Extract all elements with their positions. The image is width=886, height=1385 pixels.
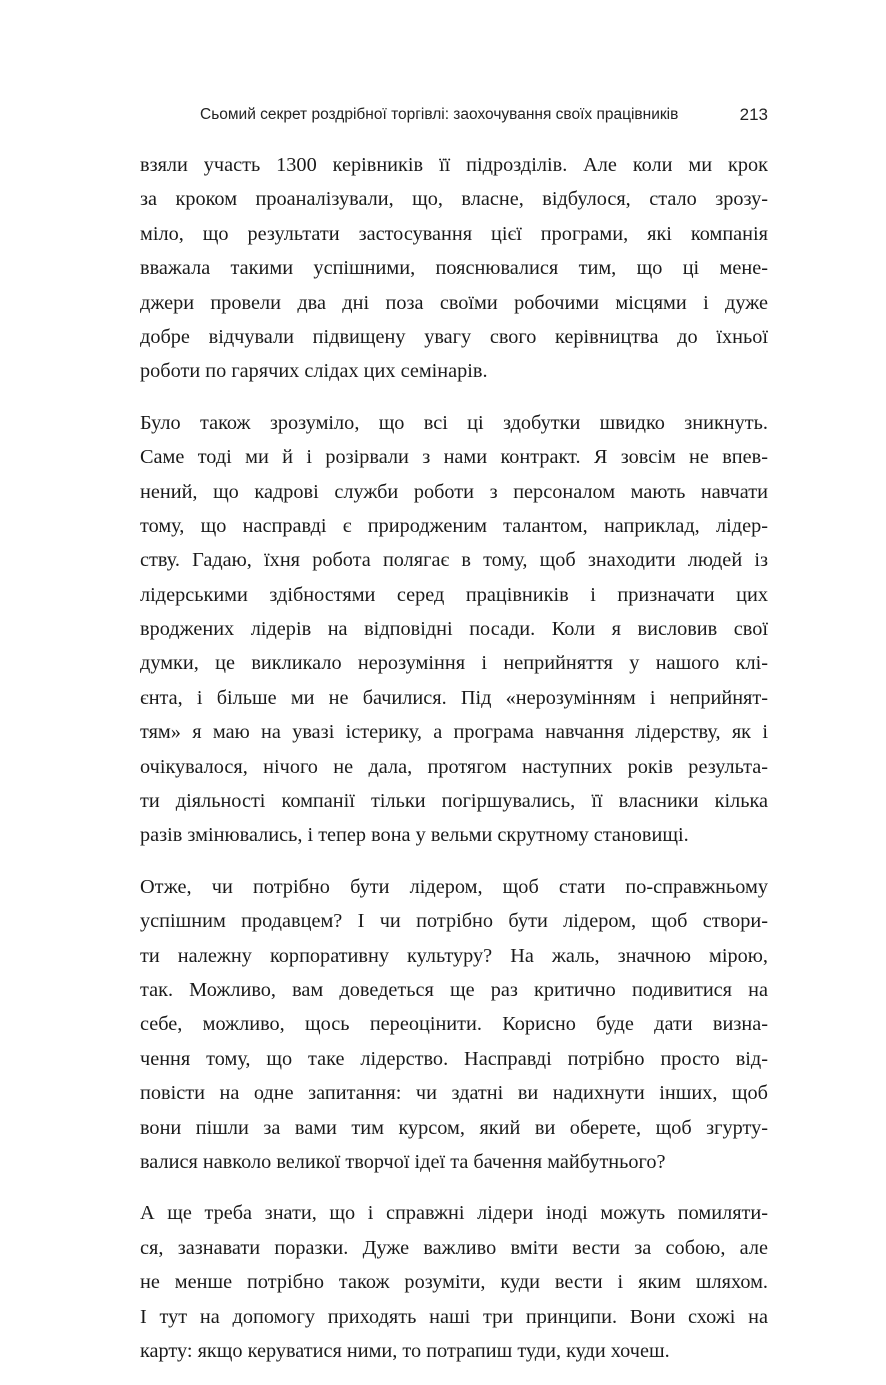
text-line: себе, можливо, щось переоцінити. Корисно буде дати визна- (140, 1013, 768, 1036)
text-line: успішним продавцем? І чи потрібно бути лідером, щоб створи- (140, 910, 768, 933)
text-line: валися навколо великої творчої ідеї та бачення майбутнього? (140, 1150, 666, 1173)
text-line: роботи по гарячих слідах цих семінарів. (140, 360, 488, 383)
text-line: взяли участь 1300 керівників її підрозділів. Але коли ми крок (140, 154, 768, 176)
text-line: за кроком проаналізували, що, власне, відбулося, стало зрозу- (140, 188, 768, 211)
text-line: Отже, чи потрібно бути лідером, щоб стати по-справжньому (140, 875, 768, 898)
text-line: І тут на допомогу приходять наші три принципи. Вони схожі на (140, 1305, 768, 1328)
text-line: тому, що насправді є природженим талантом, наприклад, лідер- (140, 514, 768, 537)
text-line: очікувалося, нічого не дала, протягом наступних років результа- (140, 755, 768, 778)
text-line: нений, що кадрові служби роботи з персоналом мають навчати (140, 480, 768, 503)
text-line: Саме тоді ми й і розірвали з нами контракт. Я зовсім не впев- (140, 446, 768, 469)
text-line: Було також зрозуміло, що всі ці здобутки швидко зникнуть. (140, 411, 768, 434)
body-text (140, 148, 768, 1385)
page-number: 213 (739, 105, 768, 124)
text-line: вони пішли за вами тим курсом, який ви оберете, щоб згурту- (140, 1116, 768, 1139)
text-line: єнта, і більше ми не бачилися. Під «нерозумінням і неприйнят- (140, 686, 768, 709)
text-line: міло, що результати застосування цієї програми, які компанія (140, 222, 768, 245)
text-line: думки, це викликало нерозуміння і неприйняття у нашого клі- (140, 652, 768, 675)
running-title: Сьомий секрет роздрібної торгівлі: заохочування своїх працівників (200, 106, 679, 123)
text-line: тям» я маю на увазі істерику, а програма навчання лідерству, як і (140, 721, 768, 744)
paragraph (140, 870, 768, 1180)
text-line: не менше потрібно також розуміти, куди вести і яким шляхом. (140, 1271, 768, 1294)
text-line: А ще треба знати, що і справжні лідери іноді можуть помиляти- (140, 1202, 768, 1225)
text-line: ся, зазнавати поразки. Дуже важливо вміти вести за собою, але (140, 1236, 768, 1259)
text-line: ти діяльності компанії тільки погіршувались, її власники кілька (140, 790, 768, 813)
paragraph (140, 148, 768, 389)
text-line: вроджених лідерів на відповідні посади. Коли я висловив свої (140, 618, 768, 641)
text-line: джери провели два дні поза своїми робочими місцями і дуже (140, 291, 768, 314)
running-header (140, 101, 768, 129)
text-line: ти належну корпоративну культуру? На жаль, значною мірою, (140, 944, 768, 967)
text-line: разів змінювались, і тепер вона у вельми скрутному становищі. (140, 824, 689, 847)
text-line: лідерськими здібностями серед працівників і призначати цих (140, 583, 768, 606)
text-line: чення тому, що таке лідерство. Насправді потрібно просто від- (140, 1047, 768, 1070)
text-line: повісти на одне запитання: чи здатні ви надихнути інших, щоб (140, 1082, 768, 1105)
text-line: добре відчували підвищену увагу свого керівництва до їхньої (140, 325, 768, 348)
paragraph (140, 1196, 768, 1368)
paragraph (140, 406, 768, 853)
text-line: ству. Гадаю, їхня робота полягає в тому, щоб знаходити людей із (140, 549, 768, 572)
text-line: так. Можливо, вам доведеться ще раз критично подивитися на (140, 978, 768, 1001)
text-line: карту: якщо керуватися ними, то потрапиш туди, куди хочеш. (140, 1339, 670, 1362)
text-line: вважала такими успішними, пояснювалися тим, що ці мене- (140, 257, 768, 280)
